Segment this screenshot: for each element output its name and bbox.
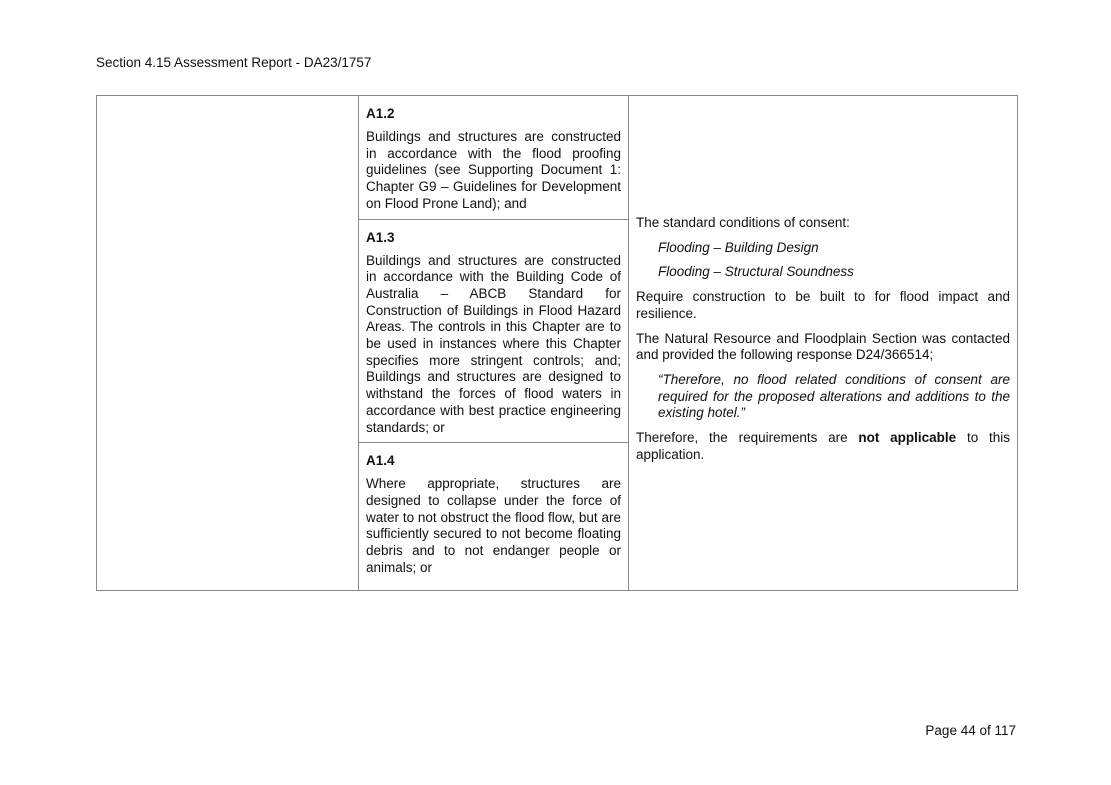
condition-item: Flooding – Building Design <box>658 239 819 255</box>
response-intro: The standard conditions of consent: <box>636 215 850 231</box>
conclusion-pre: Therefore, the requirements are <box>636 430 859 446</box>
conclusion-bold: not applicable <box>858 430 957 446</box>
table-row <box>97 96 1018 220</box>
response-cell <box>629 96 1018 591</box>
assessment-table <box>96 95 1018 591</box>
page-number: Page 44 of 117 <box>925 723 1016 738</box>
conclusion-post: to this application. <box>636 430 1010 462</box>
control-cell-a1-4 <box>359 443 629 591</box>
control-text: Buildings and structures are constructed in accordance with the Building Code of Australia – ABCB Standard for Construction of Buildings in Flood Hazard Areas. The controls in this Chapter are to be used in instances where this Chapter specifies more stringent controls; and; Buildings and structures are designed to withstand the forces of flood waters in accordance with best practice engineering standards; or <box>366 252 621 435</box>
response-conclusion <box>636 430 1010 463</box>
response-contact: The Natural Resource and Floodplain Section was contacted and provided the following response D24/366514; <box>636 330 1010 363</box>
control-cell-a1-2 <box>359 96 629 220</box>
control-heading: A1.2 <box>366 106 395 121</box>
control-cell-a1-3 <box>359 219 629 443</box>
condition-item: Flooding – Structural Soundness <box>658 264 854 280</box>
response-requirement: Require construction to be built to for flood impact and resilience. <box>636 289 1010 321</box>
control-text: Buildings and structures are constructed in accordance with the flood proofing guidelines (see Supporting Document 1: Chapter G9 – Guidelines for Development on Flood Prone Land); and <box>366 129 621 211</box>
empty-criteria-cell <box>97 96 359 591</box>
control-heading: A1.3 <box>366 229 395 245</box>
page-header: Section 4.15 Assessment Report - DA23/1757 <box>96 55 372 70</box>
control-text: Where appropriate, structures are designed to collapse under the force of water to not obstruct the flood flow, but are sufficiently secured to not become floating debris and to not endanger people or animals; or <box>366 476 621 575</box>
control-heading: A1.4 <box>366 453 395 469</box>
response-quote: “Therefore, no flood related conditions of consent are required for the proposed alterations and additions to the existing hotel.” <box>658 371 1010 421</box>
